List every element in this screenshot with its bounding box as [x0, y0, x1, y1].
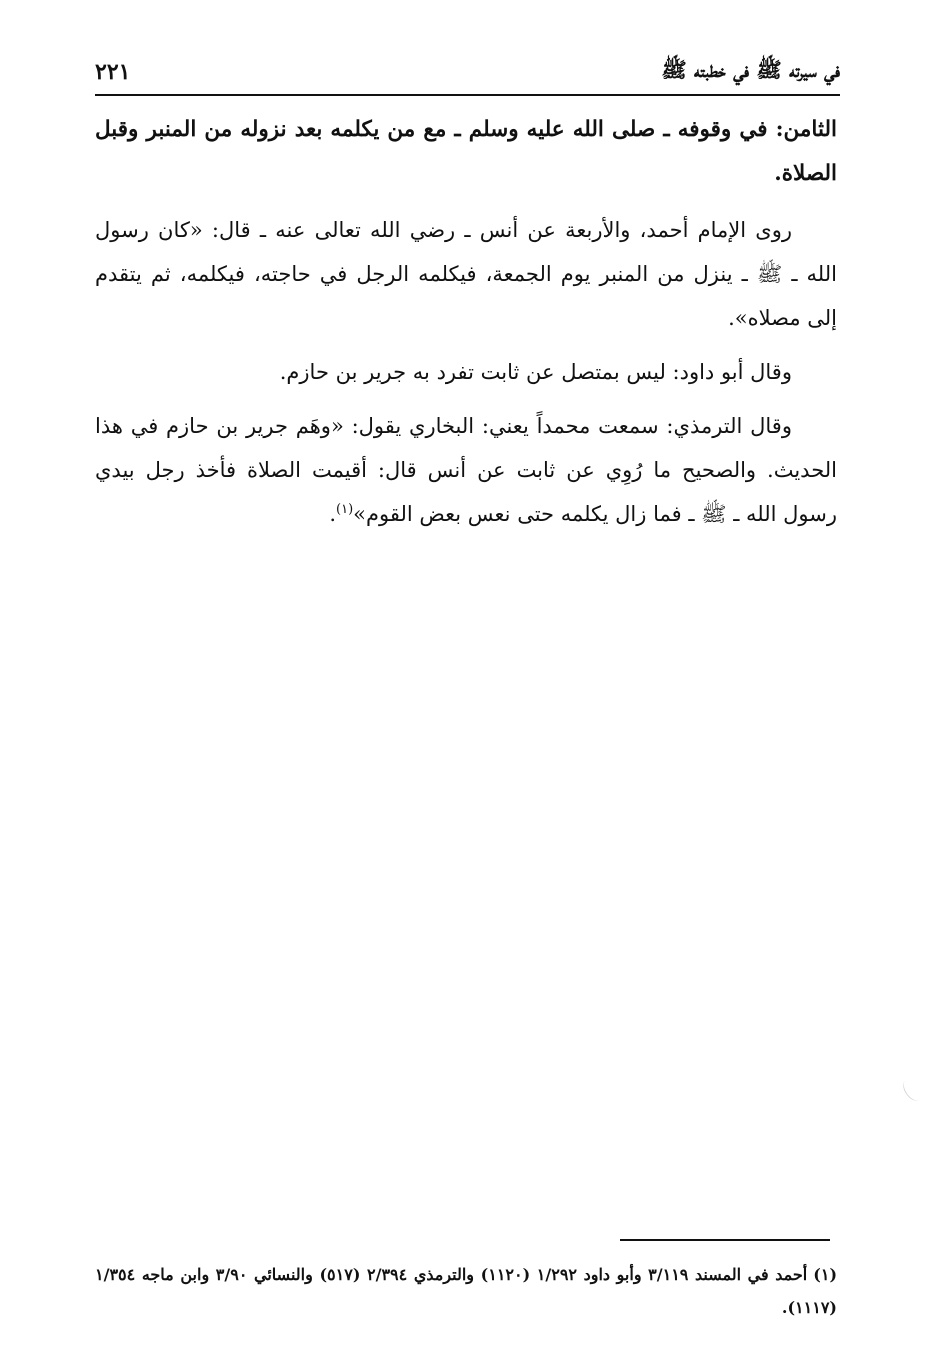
paragraph-abu-dawud: وقال أبو داود: ليس بمتصل عن ثابت تفرد به جرير بن حازم. [279, 360, 792, 384]
section-heading-lead: الثامن: [775, 117, 837, 142]
main-text [95, 108, 837, 546]
section-heading-text: في وقوفه ـ صلى الله عليه وسلم ـ مع من يكلمه بعد نزوله من المنبر وقبل الصلاة. [95, 117, 837, 186]
paragraph-tirmidhi [95, 404, 837, 536]
page-number: ٢٢١ [95, 59, 131, 85]
footnote-reference[interactable]: (١) [336, 502, 354, 517]
section-heading [95, 108, 837, 196]
footnote-divider [620, 1239, 830, 1241]
footnote-item [95, 1258, 837, 1324]
footnote-text: أحمد في المسند ٣/١١٩ وأبو داود ١/٢٩٢ (١١٢٠) والترمذي ٢/٣٩٤ (٥١٧) والنسائي ٣/٩٠ وابن ماجه ١/٣٥٤ (١١١٧). [95, 1265, 837, 1317]
footnote-marker: (١) [813, 1265, 838, 1284]
running-header [95, 52, 840, 96]
paragraph-hadith-anas: روى الإمام أحمد، والأربعة عن أنس ـ رضي الله تعالى عنه ـ قال: «كان رسول الله ـ ﷺ ـ ينزل من المنبر يوم الجمعة، فيكلمه الرجل في حاجته، فيكلمه، ثم يتقدم إلى مصلاه». [95, 218, 837, 330]
paragraph-tirmidhi-text: وقال الترمذي: سمعت محمداً يعني: البخاري يقول: «وهَم جرير بن حازم في هذا الحديث. والصحيح ما رُوِي عن ثابت عن أنس قال: أقيمت الصلاة فأخذ رجل بيدي رسول الله ـ ﷺ ـ فما زال يكلمه حتى نعس بعض القوم» [95, 414, 837, 526]
running-title: في سيرته ﷺ في خطبته ﷺ [661, 56, 840, 82]
paragraph-tirmidhi-end: . [329, 502, 337, 526]
footnotes [95, 1258, 837, 1324]
scan-artifact [899, 1076, 925, 1104]
